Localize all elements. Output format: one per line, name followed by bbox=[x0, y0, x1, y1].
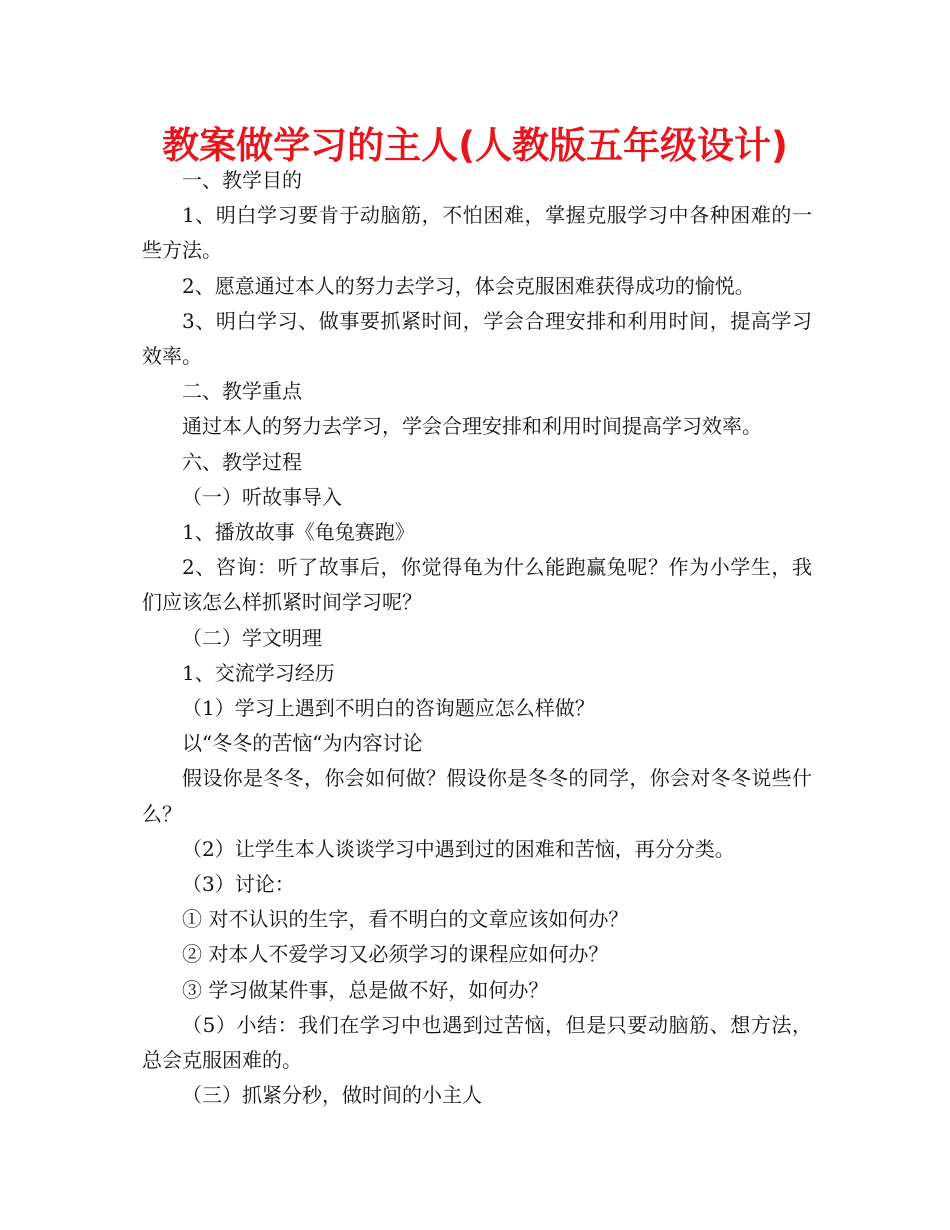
subsection-time-master: （三）抓紧分秒，做时间的小主人 bbox=[182, 1083, 482, 1108]
section-heading-objectives: 一、教学目的 bbox=[182, 168, 302, 192]
sub-item-1: （1）学习上遇到不明白的咨询题应怎么样做？ bbox=[182, 696, 595, 721]
key-points-text: 通过本人的努力去学习，学会合理安排和利用时间提高学习效率。 bbox=[182, 414, 762, 439]
sub-item-5-summary: （5）小结：我们在学习中也遇到过苦恼，但是只要动脑筋、想方法，总会克服困难的。 bbox=[142, 1012, 812, 1073]
section-heading-process: 六、教学过程 bbox=[182, 449, 302, 474]
section-heading-key-points: 二、教学重点 bbox=[182, 379, 302, 404]
subsection-learn-text: （二）学文明理 bbox=[182, 625, 322, 650]
process-item-play-story: 1、播放故事《龟兔赛跑》 bbox=[182, 520, 415, 545]
document-body bbox=[142, 163, 812, 1113]
discussion-point-1: ① 对不认识的生字，看不明白的文章应该如何办？ bbox=[182, 907, 629, 932]
discussion-prompt: 假设你是冬冬，你会如何做？假设你是冬冬的同学，你会对冬冬说些什么？ bbox=[142, 766, 812, 826]
discussion-point-2: ② 对本人不爱学习又必须学习的课程应如何办？ bbox=[182, 942, 609, 967]
process-item-exchange: 1、交流学习经历 bbox=[182, 660, 335, 685]
objective-item-3: 3、明白学习、做事要抓紧时间，学会合理安排和利用时间，提高学习效率。 bbox=[142, 308, 812, 369]
subsection-story-intro: （一）听故事导入 bbox=[182, 484, 342, 509]
objective-item-1: 1、明白学习要肯于动脑筋，不怕困难，掌握克服学习中各种困难的一些方法。 bbox=[142, 203, 812, 263]
sub-item-2: （2）让学生本人谈谈学习中遇到过的困难和苦恼，再分分类。 bbox=[182, 836, 735, 861]
process-item-question: 2、咨询：听了故事后，你觉得龟为什么能跑赢兔呢？作为小学生，我们应该怎么样抓紧时间学习呢？ bbox=[142, 555, 812, 615]
sub-item-3: （3）讨论： bbox=[182, 872, 295, 897]
objective-item-2: 2、愿意通过本人的努力去学习，体会克服困难获得成功的愉悦。 bbox=[182, 273, 755, 298]
discussion-point-3: ③ 学习做某件事，总是做不好，如何办？ bbox=[182, 977, 549, 1002]
discussion-topic: 以“冬冬的苦恼“为内容讨论 bbox=[182, 731, 423, 756]
document-title: 教案做学习的主人(人教版五年级设计) bbox=[162, 124, 788, 167]
